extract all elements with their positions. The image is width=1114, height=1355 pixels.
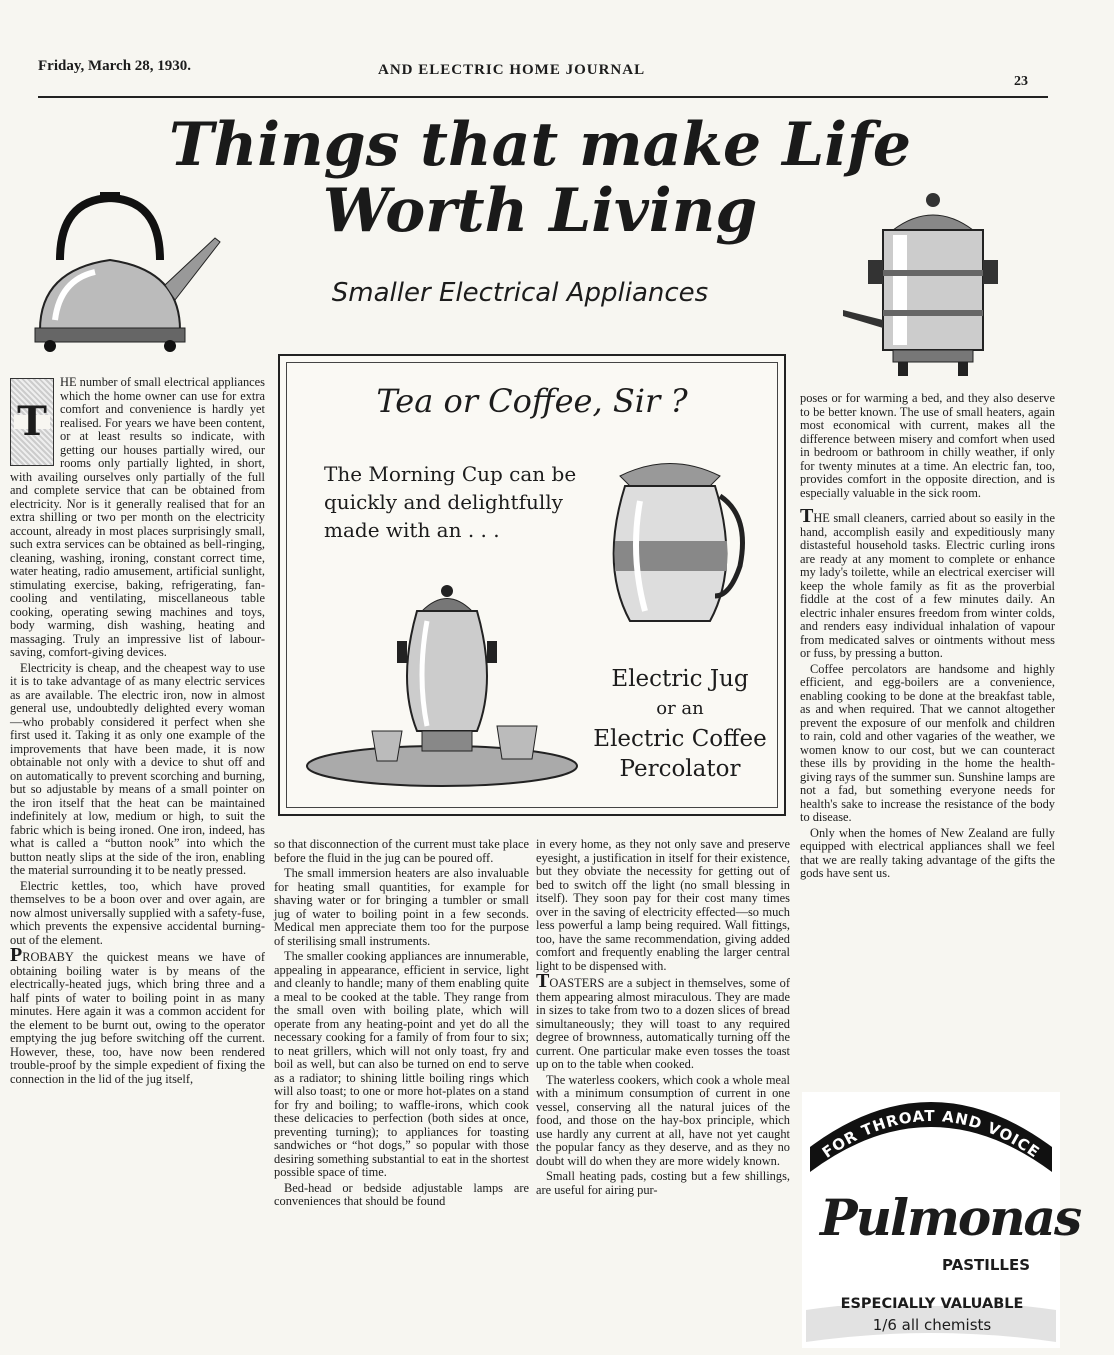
advert-heading: Tea or Coffee, Sir ? bbox=[376, 382, 688, 420]
article-title: Things that make Life Worth Living bbox=[168, 110, 912, 246]
decorative-dropcap: T bbox=[10, 378, 54, 466]
paragraph: TOASTERS are a subject in themselves, some of them appearing almost miraculous. They are made in sizes to take from two to a dozen slices of bread simultaneously; they will toast to any required degree of brownness, automatically turning off the current. One particular make even tosses the toast up on to the table when cooked. bbox=[536, 970, 790, 1071]
product-coffee-percolator: Electric Coffee Percolator bbox=[593, 726, 767, 782]
issue-date: Friday, March 28, 1930. bbox=[38, 58, 192, 74]
article-column-3 bbox=[536, 838, 790, 1199]
product-electric-jug: Electric Jug bbox=[611, 666, 749, 692]
paragraph: Bed-head or bedside adjustable lamps are conveniences that should be found bbox=[274, 1180, 529, 1208]
article-column-2 bbox=[274, 838, 529, 1211]
paragraph: Only when the homes of New Zealand are fully equipped with electrical appliances shall we feel that we are really taking advantage of the gifts the gods have sent us. bbox=[800, 825, 1055, 880]
product-name: PASTILLES bbox=[942, 1256, 1031, 1274]
coffee-urn-illustration bbox=[838, 190, 1008, 380]
article-column-4 bbox=[800, 392, 1055, 883]
paragraph: The waterless cookers, which cook a whole meal with a minimum consumption of current in one vessel, conserving all the natural juices of the food, and those on the hay-box principle, which use hardly any current at all, have not yet caught the popular fancy as they deserve, and as they no doubt will do when they are more widely known. bbox=[536, 1072, 790, 1168]
paragraph: so that disconnection of the current must take place before the fluid in the jug can be poured off. bbox=[274, 837, 529, 865]
page-header bbox=[38, 58, 1028, 89]
article-subtitle: Smaller Electrical Appliances bbox=[331, 278, 709, 308]
svg-text:FOR THROAT AND VOICE bbox=[819, 1107, 1043, 1162]
advert-products bbox=[580, 664, 780, 784]
advert-arc-banner bbox=[802, 1092, 1060, 1182]
paragraph: HE number of small electrical appliances which the home owner can use for extra comfort and convenience is hardly yet realised. For years we have been content, or at least results so indicate, with getting our houses partially wired, our rooms only partially lighted, in short, with availing ourselves only partially of the full and complete service that can be obtained from electricity. Nor is it generally realised that for an extra shilling or two per month on the electricity account, already in most places surprisingly small, such extra services can be obtained as bell-ringing, cleaning, washing, ironing, constant correct time, water heating, radio amusement, artificial sunlight, stimulating exercise, baking, refrigerating, fan-cooling and ventilating, miscellaneous table cooking, operating sewing machines and toys, body warming, dish washing, heating and massaging. Truly an impressive list of labour-saving, comfort-giving devices. bbox=[10, 375, 265, 659]
pulmonas-logo: Pulmonas bbox=[820, 1188, 1081, 1247]
page-number: 23 bbox=[1014, 74, 1028, 89]
advert-text: The Morning Cup can be quickly and delightfully made with an . . . bbox=[324, 462, 577, 542]
pulmonas-advert bbox=[802, 1092, 1081, 1348]
percolator-set-illustration bbox=[302, 581, 582, 791]
paragraph: Small heating pads, costing but a few shillings, are useful for airing pur- bbox=[536, 1169, 790, 1197]
paragraph: PROBABY the quickest means we have of obtaining boiling water is by means of the electrically-heated jugs, which bring three and a half pints of water to boiling point in as many minutes. Here again it was a common accident for the element to be burnt out, owing to the operator emptying the jug before switching off the current. However, these, too, have now been rendered trouble-proof by the simple expedient of fixing the connection in the lid of the jug itself, bbox=[10, 944, 265, 1086]
paragraph: Coffee percolators are handsome and highly efficient, and egg-boilers are a convenience, enabling cooking to be done at the breakfast table, as and when required. That we cannot altogether prevent the exposure of our menfolk and children to rain, cold and other vagaries of the weather, we women know to our cost, but we can counteract these ills by providing in the home the health-giving rays of the summer sun. Sunshine lamps are not a fad, but something everyone needs for health's sake to increase the resistance of the body to disease. bbox=[800, 661, 1055, 824]
paragraph: poses or for warming a bed, and they also deserve to be better known. The use of small heaters, again most economical with current, makes all the difference between misery and comfort when used in bedroom or bathroom in chilly weather, if only for twenty minutes at a time. An electric fan, too, provides comfort in the opposite direction, and is especially valuable in the sick room. bbox=[800, 391, 1055, 500]
article-column-1 bbox=[10, 376, 265, 1088]
paragraph: The small immersion heaters are also invaluable for heating small quantities, for example for shaving water or for bringing a tumbler or small jug of water to boiling point in a few seconds. Medical men appreciate them too for the purpose of sterilising small instruments. bbox=[274, 866, 529, 948]
advert-or: or an bbox=[656, 698, 704, 719]
advert-price: 1/6 all chemists bbox=[872, 1316, 992, 1334]
tea-coffee-advert bbox=[278, 354, 786, 816]
journal-name: AND ELECTRIC HOME JOURNAL bbox=[378, 62, 646, 78]
kettle-illustration bbox=[20, 180, 230, 355]
paragraph: Electric kettles, too, which have proved themselves to be a boon over and over again, are now almost universally supplied with a safety-fuse, which prevents the expensive accidental burning-out of the element. bbox=[10, 878, 265, 947]
paragraph: in every home, as they not only save and preserve eyesight, a justification in itself for their existence, but they obviate the necessity for getting out of bed to switch off the light (no small blessing in itself). They soon pay for their cost many times over in the saving of electricity effected—so much less powerful a lamp being required. Wall fittings, too, have the same recommendation, giving added comfort and frequently enabling the larger central light to be dispensed with. bbox=[536, 837, 790, 973]
paragraph: Electricity is cheap, and the cheapest way to use it is to take advantage of as many electric services as are available. The electric iron, now in almost general use, undoubtedly delighted every woman—who probably considered it perfect when she first used it. Taking it as only one example of the improvements that have been made, it is now obtainable not only with a device to shut off and on automatically to prevent scorching and burning, but so adjustable by means of a small pointer on the iron itself that the heat can be maintained indefinitely at low, medium or high, to suit the fabric which is being ironed. One iron, indeed, has what is called a “button nook” into which the button neatly slips at the side of the iron, enabling the material surrounding it to be neatly pressed. bbox=[10, 660, 265, 877]
paragraph: The smaller cooking appliances are innumerable, appealing in appearance, efficient in service, light and cleanly to handle; many of them enabling quite a meal to be cooked at the table. They range from the small oven with boiling plate, which will operate from any heating-point and yet do all the necessary cooking for a family of from four to six; to neat grillers, which will not only toast, fry and boil as well, but can also be turned on end to serve as a radiator; to shining little boiling rings which will also toast; to one or more hot-plates on a stand for fry and boiling; to waffle-irons, which cook these delicacies to perfection (both sides at once, preventing turning); to appliances for toasting sandwiches or “hot dogs,” so popular with those desiring something substantial to eat in the shortest possible space of time. bbox=[274, 949, 529, 1179]
header-rule bbox=[38, 96, 1048, 98]
advert-arc-text: FOR THROAT AND VOICE bbox=[818, 1106, 1044, 1162]
advert-tagline: ESPECIALLY VALUABLE bbox=[840, 1296, 1024, 1312]
jug-illustration bbox=[600, 446, 750, 636]
paragraph: THE small cleaners, carried about so easily in the hand, accomplish easily and expeditiously many distasteful household tasks. Electric curling irons are ready at any moment to complete or enhance my lady's toilette, while an electrical exerciser will keep the whole family as fit as the proverbial fiddle at the cost of a few minutes daily. An electric inhaler ensures freedom from winter colds, and renders easy individual inhalation of vapour from medicated salves or ointments without mess or fuss, by pressing a button. bbox=[800, 505, 1055, 660]
